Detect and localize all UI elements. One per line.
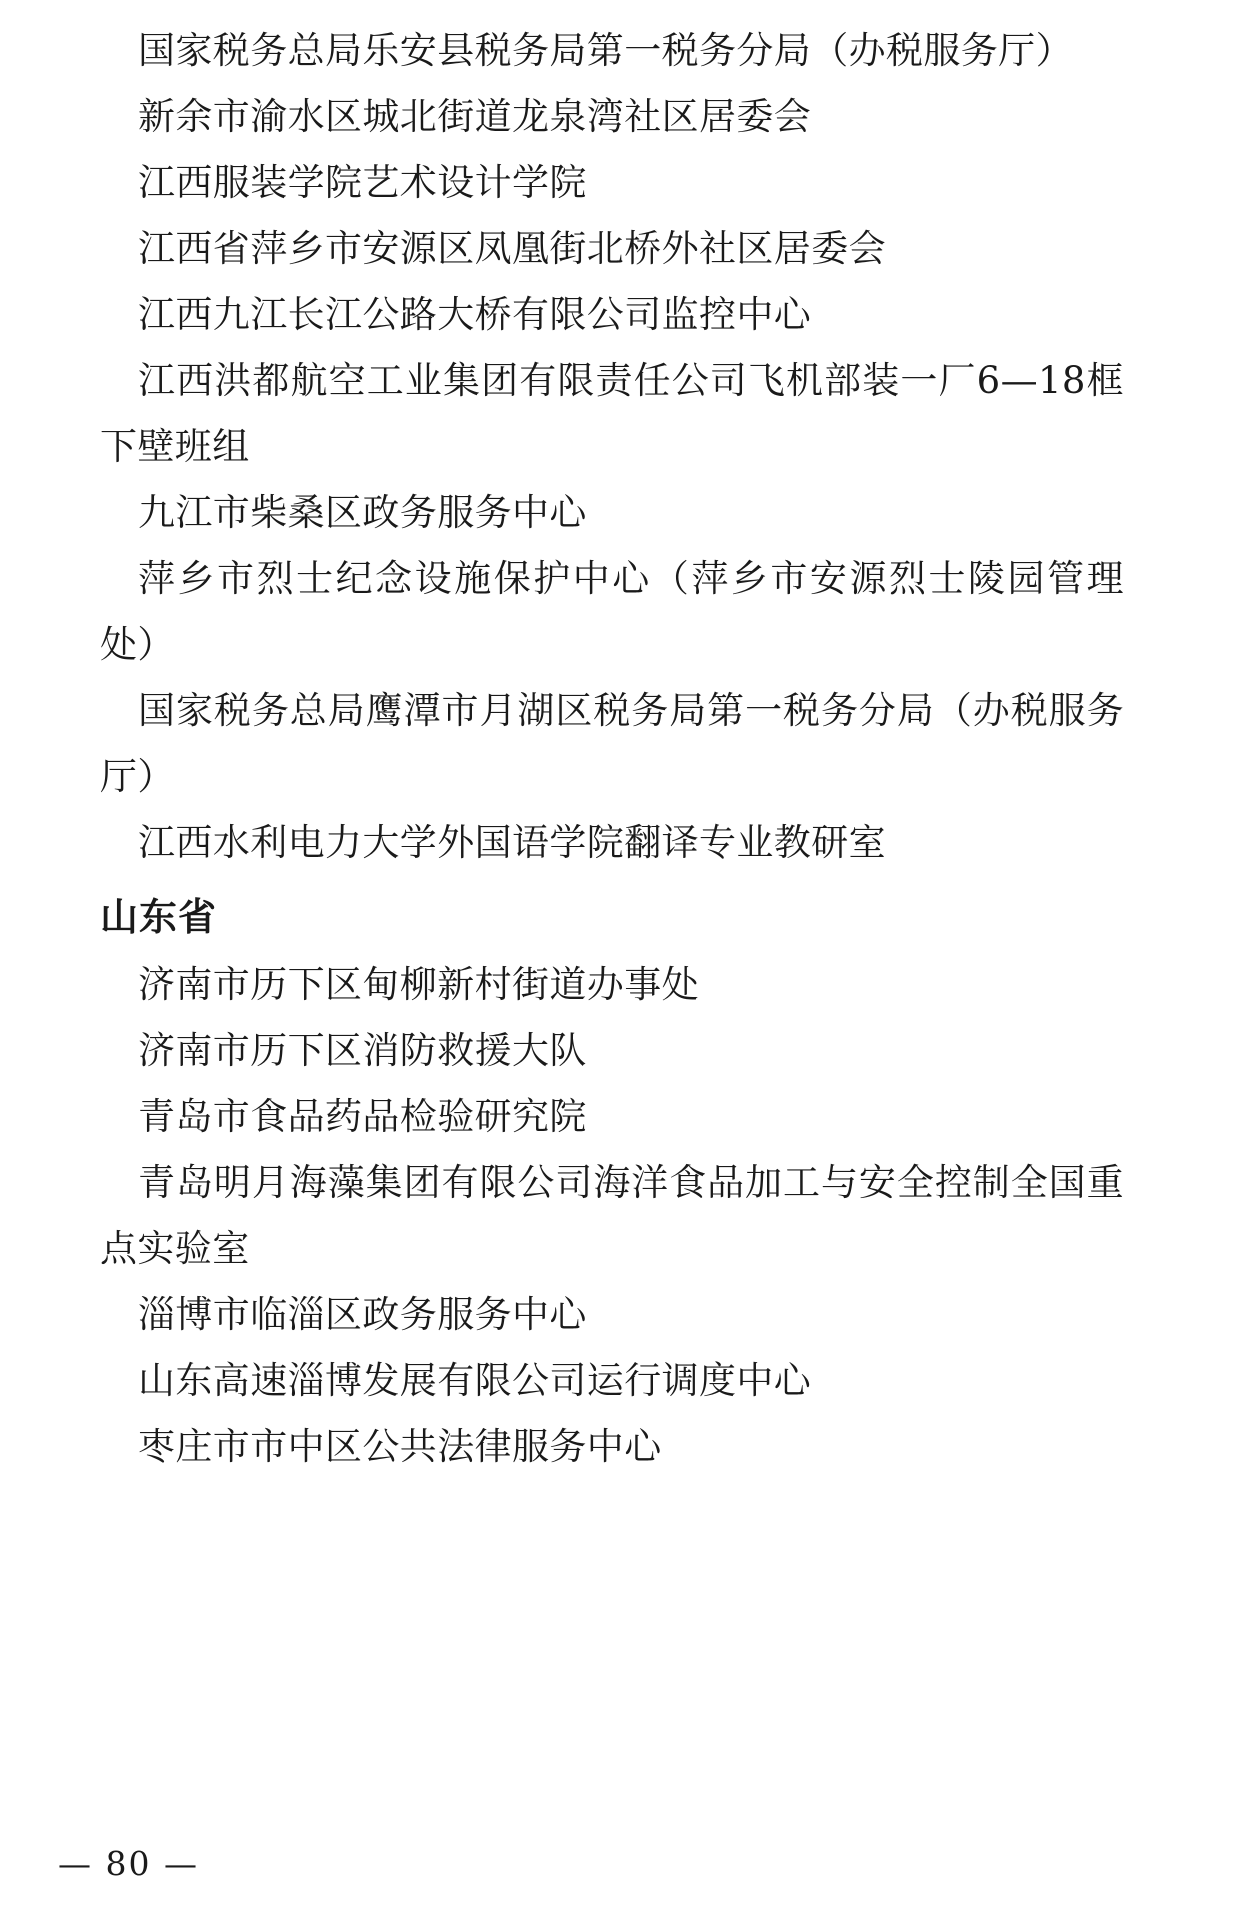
list-item: 济南市历下区甸柳新村街道办事处 xyxy=(138,963,699,1006)
list-item: 江西洪都航空工业集团有限责任公司飞机部装一厂6—18框下壁班组 xyxy=(100,359,1124,468)
list-item: 国家税务总局乐安县税务局第一税务分局（办税服务厅） xyxy=(138,29,1073,72)
list-item: 枣庄市市中区公共法律服务中心 xyxy=(138,1425,662,1468)
list-item: 江西水利电力大学外国语学院翻译专业教研室 xyxy=(138,821,886,864)
list-item: 山东高速淄博发展有限公司运行调度中心 xyxy=(138,1359,812,1402)
list-item: 淄博市临淄区政务服务中心 xyxy=(138,1293,587,1336)
list-item: 济南市历下区消防救援大队 xyxy=(138,1029,587,1072)
list-item: 新余市渝水区城北街道龙泉湾社区居委会 xyxy=(138,95,812,138)
list-item: 青岛市食品药品检验研究院 xyxy=(138,1095,587,1138)
page-number: — 80 — xyxy=(58,1844,199,1883)
list-item: 九江市柴桑区政务服务中心 xyxy=(138,491,587,534)
list-item: 江西省萍乡市安源区凤凰街北桥外社区居委会 xyxy=(138,227,886,270)
list-item: 青岛明月海藻集团有限公司海洋食品加工与安全控制全国重点实验室 xyxy=(100,1161,1124,1270)
document-body xyxy=(100,18,1124,1480)
list-item: 萍乡市烈士纪念设施保护中心（萍乡市安源烈士陵园管理处） xyxy=(100,557,1124,666)
section-heading: 山东省 xyxy=(100,895,218,939)
list-item: 江西九江长江公路大桥有限公司监控中心 xyxy=(138,293,812,336)
list-item: 国家税务总局鹰潭市月湖区税务局第一税务分局（办税服务厅） xyxy=(100,689,1124,798)
list-item: 江西服装学院艺术设计学院 xyxy=(138,161,587,204)
